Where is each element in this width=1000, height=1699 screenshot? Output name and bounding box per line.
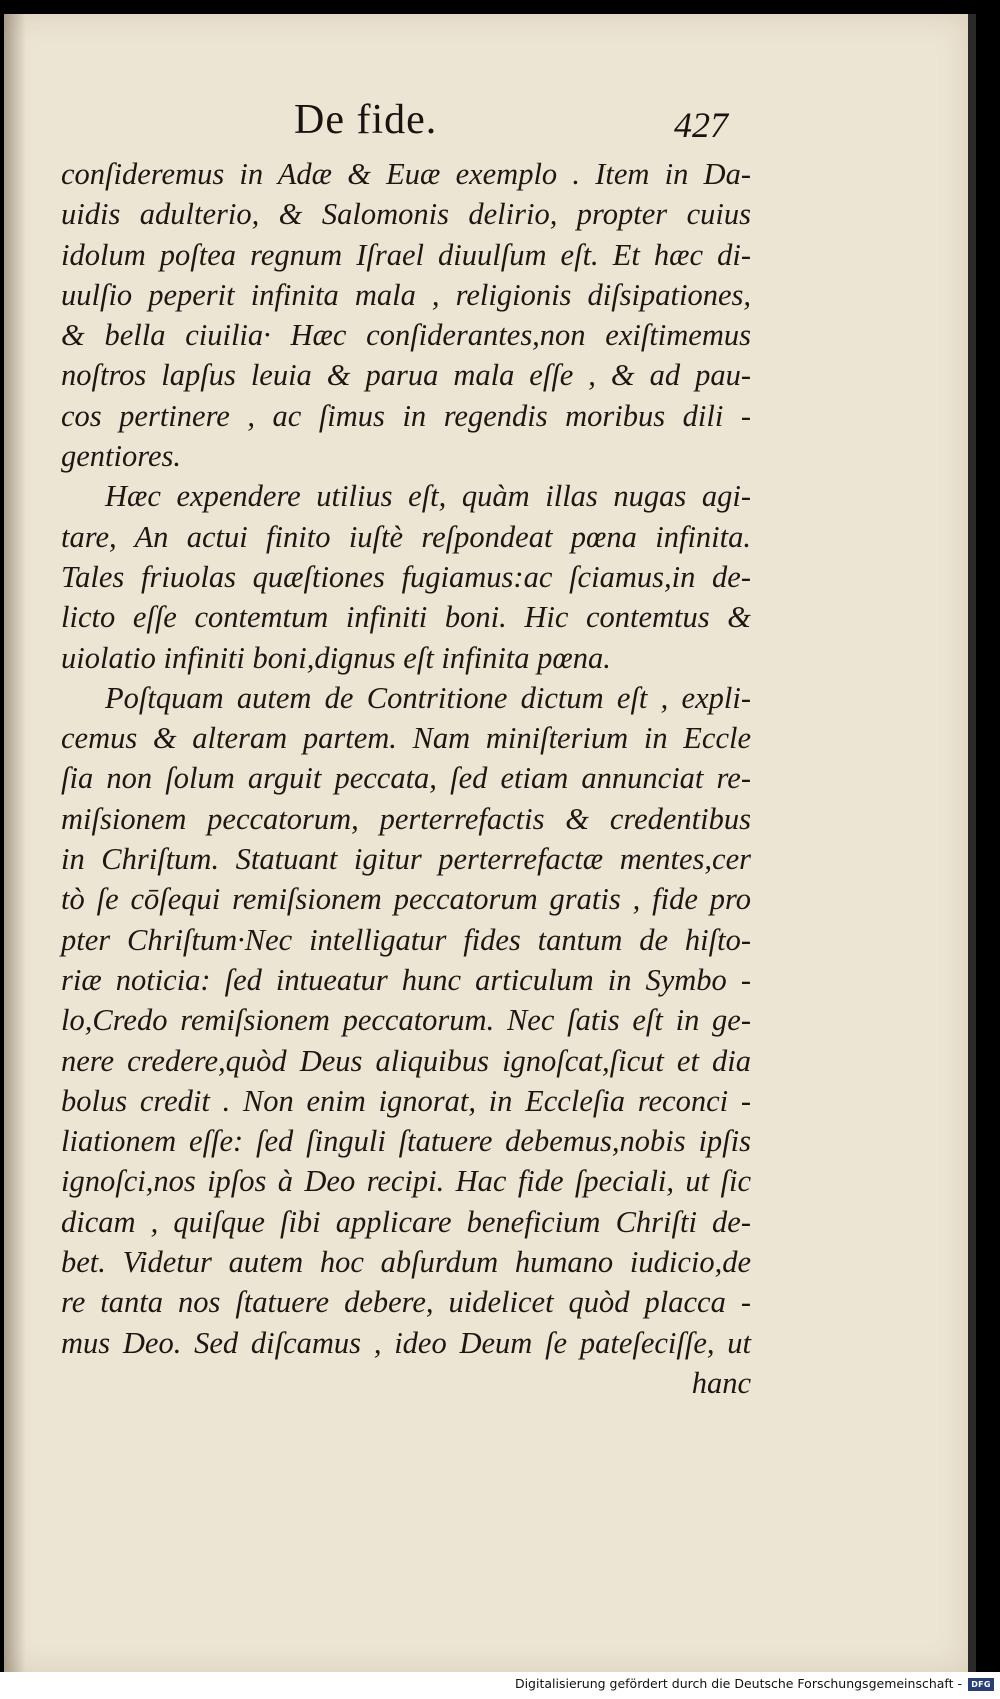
- text-line: bolus credit . Non enim ignorat, in Eccleſia reconci -: [61, 1083, 751, 1118]
- footer-credit: Digitalisierung gefördert durch die Deutsche Forschungsgemeinschaft -: [514, 1676, 962, 1691]
- catchword: hanc: [691, 1365, 751, 1400]
- paragraph: [61, 476, 751, 677]
- text-line: liationem eſſe: ſed ſinguli ſtatuere debemus,nobis ipſis: [61, 1124, 751, 1159]
- text-body: [61, 154, 751, 1403]
- running-head-title: De fide.: [294, 97, 438, 143]
- text-line: re tanta nos ſtatuere debere, uidelicet quòd placca -: [61, 1285, 751, 1320]
- text-line: dicam , quiſque ſibi applicare beneficium Chriſti de-: [61, 1204, 751, 1239]
- text-line: in Chriſtum. Statuant igitur perterrefactæ mentes,cer: [61, 842, 751, 877]
- text-line: tò ſe cōſequi remiſsionem peccatorum gratis , fide pro: [61, 882, 751, 917]
- text-line: ignoſci,nos ipſos à Deo recipi. Hac fide ſpeciali, ut ſic: [61, 1164, 751, 1199]
- text-line: tare, An actui finito iuſtè reſpondeat pœna infinita.: [61, 519, 751, 554]
- paragraph: [61, 678, 751, 1363]
- text-line: conſideremus in Adæ & Euæ exemplo . Item in Da-: [61, 157, 751, 191]
- text-line: nere credere,quòd Deus aliquibus ignoſcat,ſicut et dia: [61, 1043, 751, 1078]
- text-line: gentiores.: [61, 439, 182, 474]
- book-page: [4, 14, 968, 1672]
- text-line: uiolatio infiniti boni,dignus eſt infinita pœna.: [61, 640, 611, 675]
- text-line: Hæc expendere utilius eſt, quàm illas nugas agi-: [105, 479, 751, 514]
- text-line: licto eſſe contemtum infiniti boni. Hic contemtus &: [61, 600, 751, 635]
- text-line: & bella ciuilia· Hæc conſiderantes,non exiſtimemus: [61, 318, 751, 353]
- text-line: ſia non ſolum arguit peccata, ſed etiam annunciat re-: [61, 761, 751, 796]
- text-line: riæ noticia: ſed intueatur hunc articulum in Symbo -: [61, 962, 751, 997]
- text-line: noſtros lapſus leuia & parua mala eſſe , & ad pau-: [61, 358, 751, 393]
- text-line: mus Deo. Sed diſcamus , ideo Deum ſe pateſeciſſe, ut: [61, 1325, 751, 1360]
- text-line: lo,Credo remiſsionem peccatorum. Nec ſatis eſt in ge-: [61, 1003, 751, 1038]
- text-line: uidis adulterio, & Salomonis delirio, propter cuius: [61, 197, 751, 232]
- text-line: cemus & alteram partem. Nam miniſterium in Eccle: [61, 721, 751, 756]
- footer-bar: [0, 1672, 1000, 1699]
- dfg-logo-icon: DFG: [968, 1678, 994, 1691]
- text-line: Poſtquam autem de Contritione dictum eſt , expli-: [105, 680, 751, 715]
- paragraph: [61, 154, 751, 476]
- text-line: cos pertinere , ac ſimus in regendis moribus dili -: [61, 398, 751, 433]
- text-line: Tales friuolas quæſtiones fugiamus:ac ſciamus,in de-: [61, 559, 751, 594]
- text-line: bet. Videtur autem hoc abſurdum humano iudicio,de: [61, 1245, 751, 1280]
- page-number: 427: [674, 105, 728, 145]
- text-line: idolum poſtea regnum Iſrael diuulſum eſt. Et hæc di-: [61, 237, 751, 272]
- running-head: [4, 96, 968, 156]
- text-line: miſsionem peccatorum, perterrefactis & credentibus: [61, 801, 751, 836]
- page-edge: [968, 14, 976, 1672]
- text-line: pter Chriſtum·Nec intelligatur fides tantum de hiſto-: [61, 922, 751, 957]
- text-line: uulſio peperit infinita mala , religionis diſsipationes,: [61, 277, 751, 312]
